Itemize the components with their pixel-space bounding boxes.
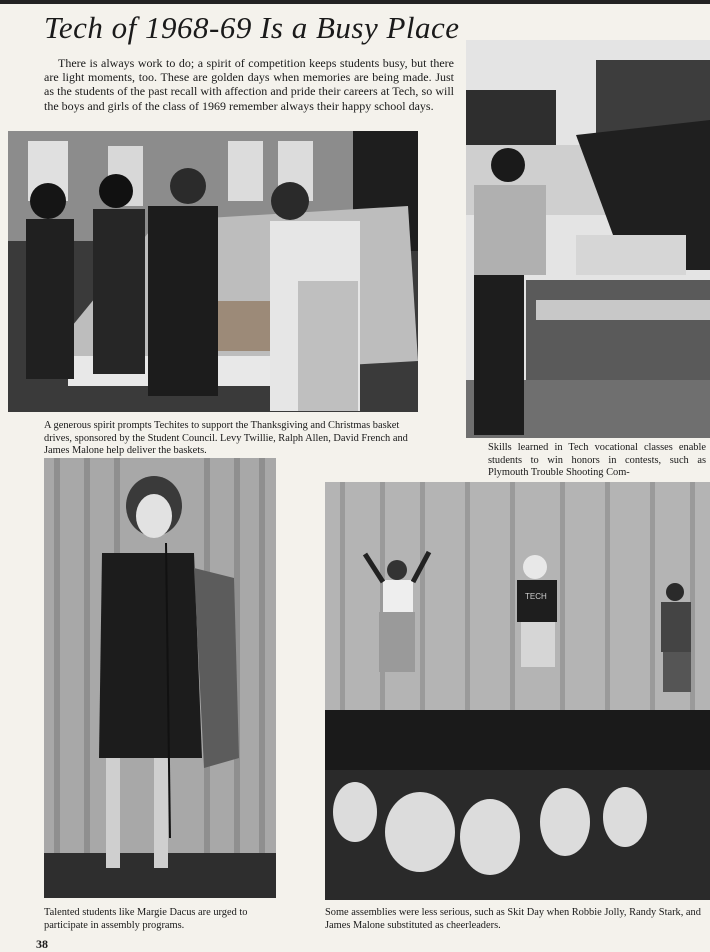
page-number: 38 — [36, 937, 48, 951]
caption-talent: Talented students like Margie Dacus are urged to participate in assembly programs. — [44, 907, 248, 931]
caption-skit: Some assemblies were less serious, such as Skit Day when Robbie Jolly, Randy Stark, and James Malone substituted as cheerleaders. — [325, 907, 701, 931]
caption-vocational: Skills learned in Tech vocational classes enable students to win honors in contests, such as Plymouth Trouble Shooting Com- — [488, 442, 706, 479]
singer-photo — [44, 458, 276, 898]
page-title: Tech of 1968-69 Is a Busy Place — [44, 10, 460, 45]
intro-paragraph: There is always work to do; a spirit of competition keeps students busy, but there are light moments, too. These are golden days when memories are being made. Just as the students of the past recall with affection and pride their careers at Tech, so will the boys and girls of the class of 1969 remember always their happy school days. — [44, 56, 454, 113]
skit-day-photo — [325, 482, 710, 900]
skit-shirt-text: TECH — [525, 592, 547, 601]
caption-baskets: A generous spirit prompts Techites to support the Thanksgiving and Christmas basket drives, sponsored by the Student Council. Levy Twillie, Ralph Allen, David French and James Malone help deliver the baskets. — [44, 420, 408, 457]
top-edge — [0, 0, 710, 4]
basket-delivery-photo — [8, 131, 418, 412]
engine-repair-photo — [466, 40, 710, 438]
